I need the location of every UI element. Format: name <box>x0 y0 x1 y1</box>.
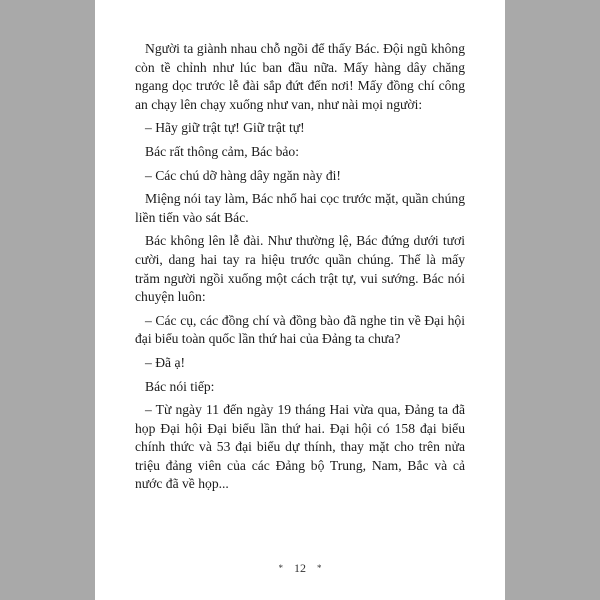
paragraph: – Các cụ, các đồng chí và đồng bào đã nghe tin về Đại hội đại biểu toàn quốc lần thứ hai của Đảng ta chưa? <box>135 312 465 347</box>
star-ornament-left: * <box>278 563 283 573</box>
paragraph: Người ta giành nhau chỗ ngồi để thấy Bác. Đội ngũ không còn tề chỉnh như lúc ban đầu nữa. Mấy hàng dây chăng ngang dọc trước lễ đài sắp đứt đến nơi! Mấy đồng chí công an chạy lên chạy xuống như van, như nài mọi người: <box>135 41 465 112</box>
paragraph: – Đã ạ! <box>145 354 186 370</box>
paragraph: – Các chú dỡ hàng dây ngăn này đi! <box>145 167 341 183</box>
star-ornament-right: * <box>317 563 322 573</box>
page-number-footer <box>95 561 505 576</box>
book-page <box>95 0 505 600</box>
body-text <box>135 40 465 499</box>
paragraph: Bác rất thông cảm, Bác bảo: <box>145 143 300 159</box>
paragraph: Bác không lên lễ đài. Như thường lệ, Bác đứng dưới tươi cười, dang hai tay ra hiệu trước quần chúng. Thế là mấy trăm người ngồi xuống một cách trật tự, vui sướng. Bác nói chuyện luôn: <box>135 233 465 305</box>
paragraph: Bác nói tiếp: <box>145 378 215 394</box>
page-number: 12 <box>294 561 306 575</box>
paragraph: Miệng nói tay làm, Bác nhổ hai cọc trước mặt, quần chúng liền tiến vào sát Bác. <box>135 191 465 225</box>
paragraph: – Từ ngày 11 đến ngày 19 tháng Hai vừa qua, Đảng ta đã họp Đại hội Đại biểu lần thứ hai. Đại hội có 158 đại biểu chính thức và 53 đại biểu dự thính, thay mặt cho trên nửa triệu đảng viên của các Đảng bộ Trung, Nam, Bắc và cả nước đã về họp... <box>135 402 465 492</box>
paragraph: – Hãy giữ trật tự! Giữ trật tự! <box>145 120 305 136</box>
